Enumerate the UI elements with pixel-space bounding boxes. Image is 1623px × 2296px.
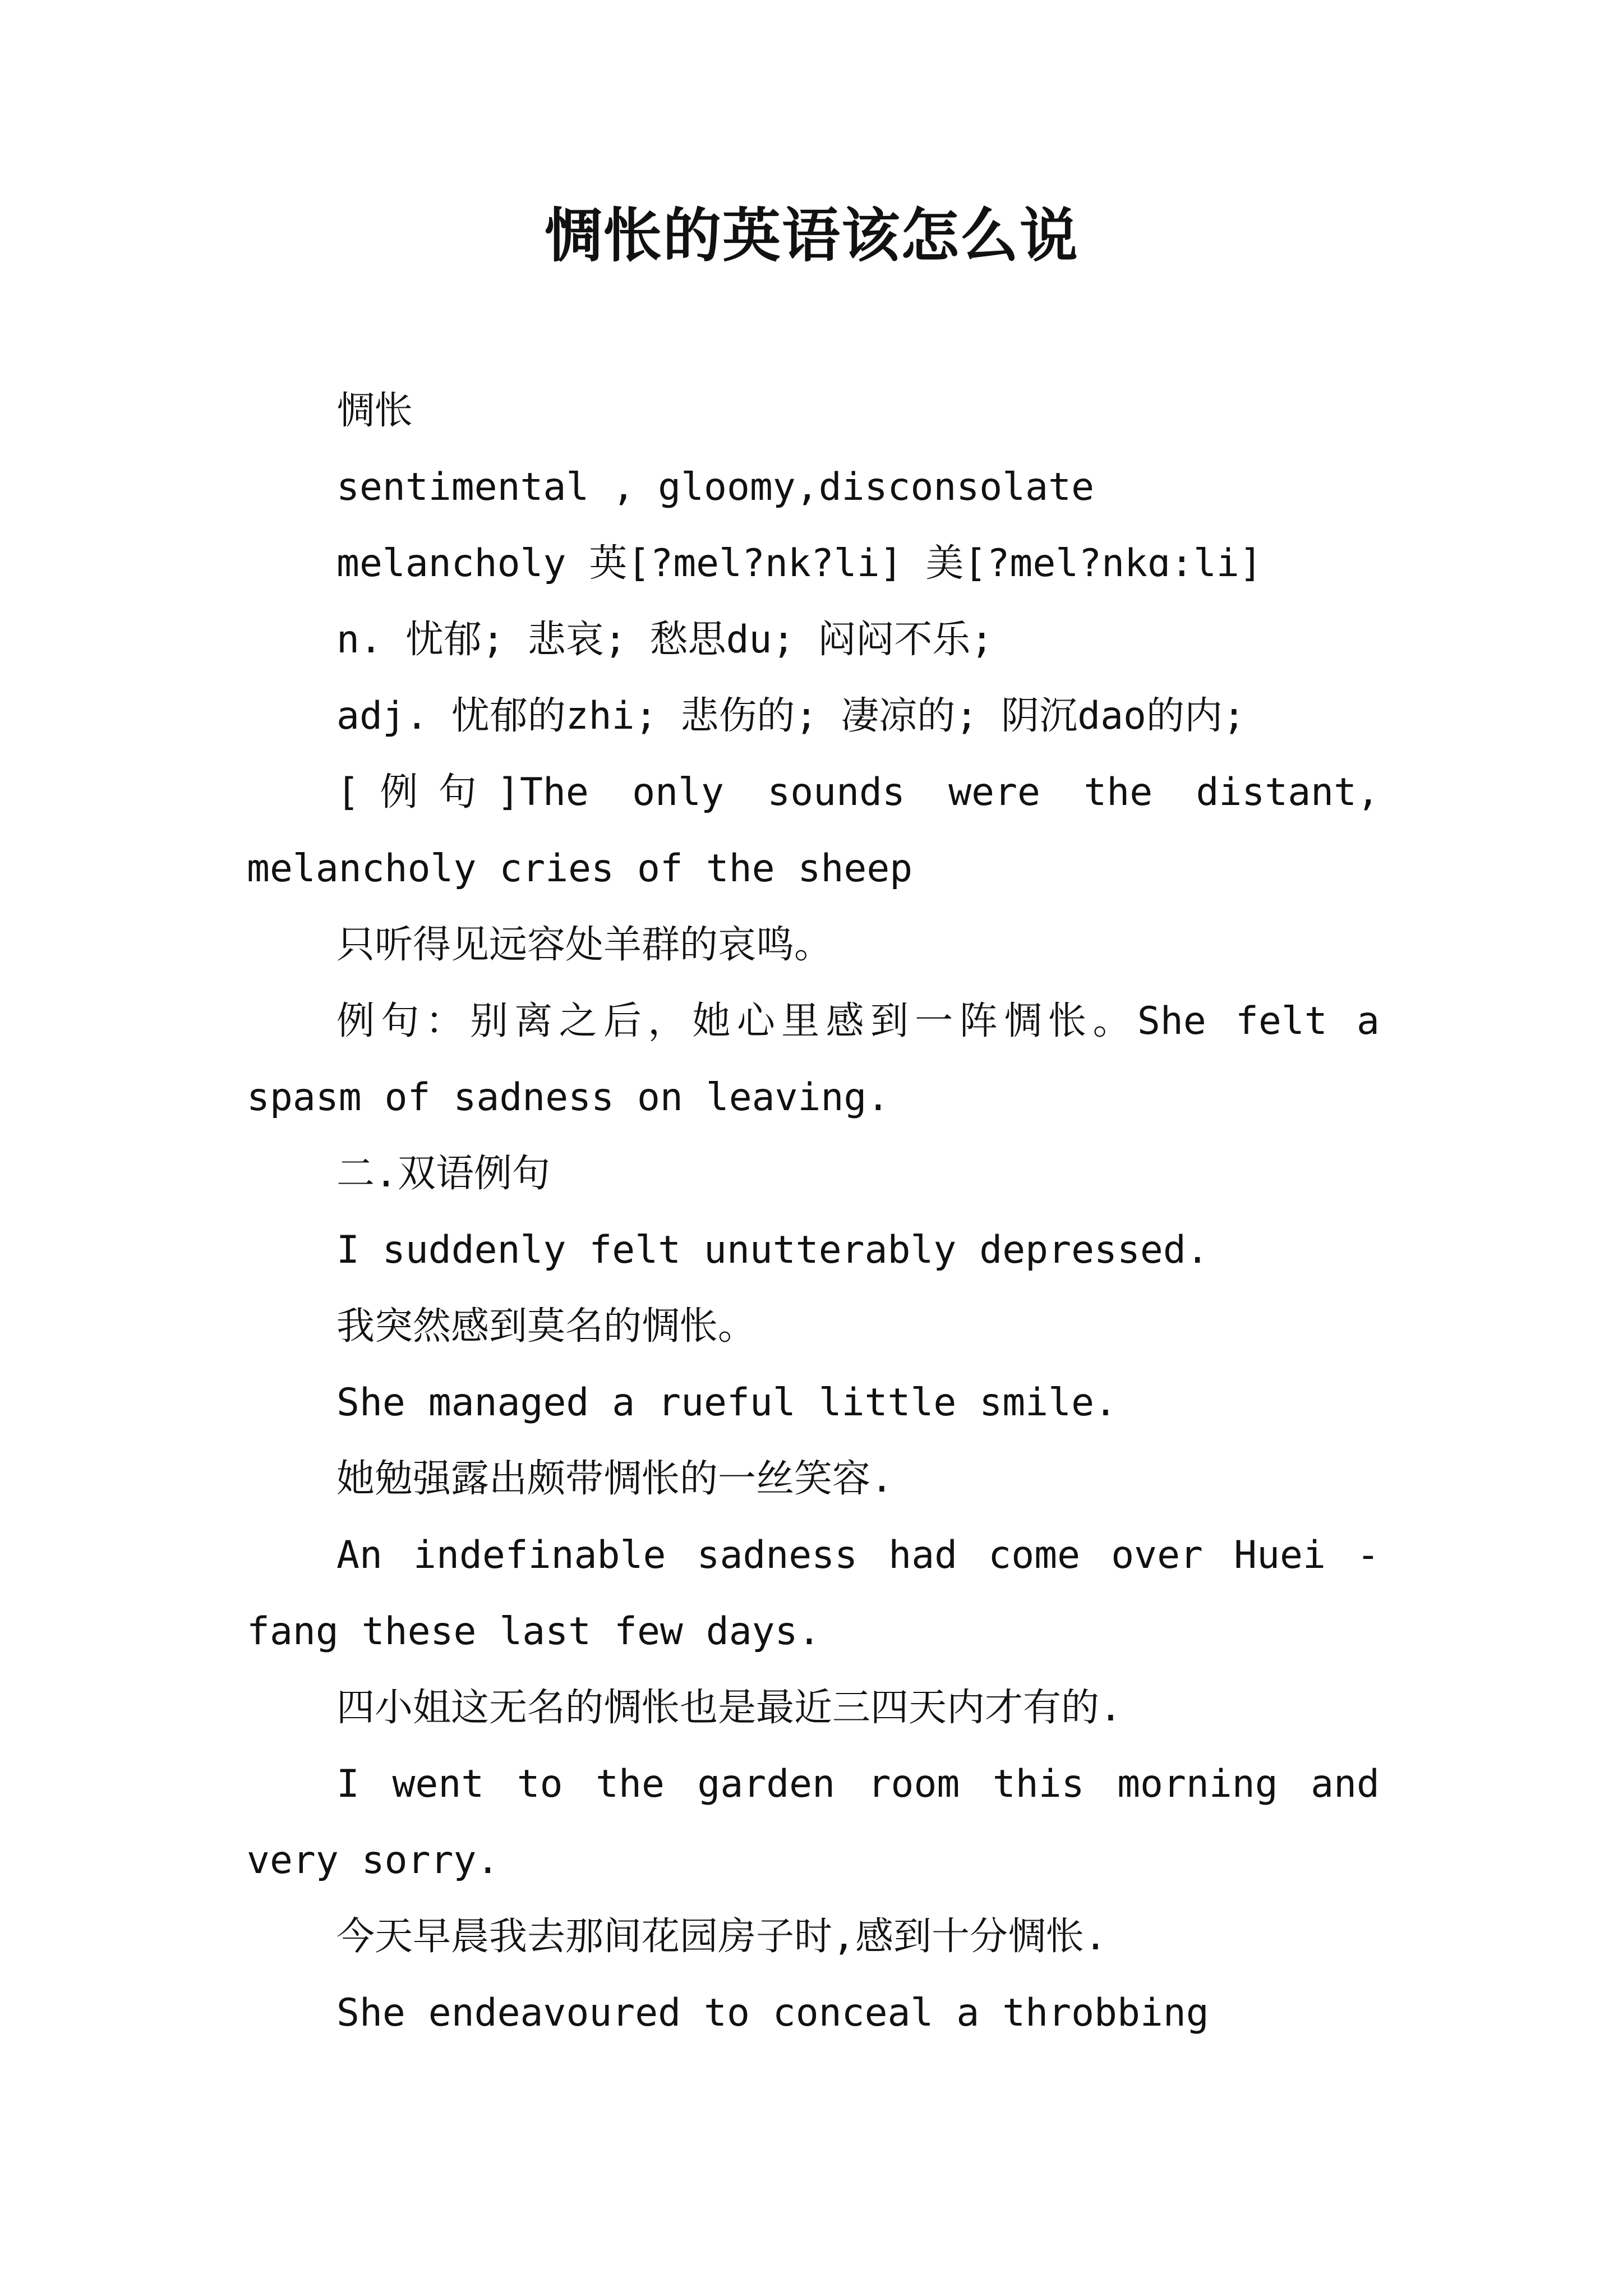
page-title: 惆怅的英语该怎么说: [543, 201, 1079, 270]
paragraph-example-2: 例句：别离之后，她心里感到一阵惆怅。She felt a spasm of sadness on leaving.: [247, 999, 1380, 1120]
paragraph-headword: 惆怅: [336, 389, 413, 433]
paragraph-pronunciation: melancholy 英[?mel?nk?li] 美[?mel?nkɑ:li]: [336, 541, 1262, 586]
paragraph-bilingual-1-en: I suddenly felt unutterably depressed.: [336, 1228, 1209, 1272]
paragraph-bilingual-2-en: She managed a rueful little smile.: [336, 1381, 1117, 1425]
paragraph-adj-definition: adj. 忧郁的zhi; 悲伤的; 凄凉的; 阴沉dao的内;: [336, 694, 1246, 738]
paragraph-example-en: [例句]The only sounds were the distant, melancholy cries of the sheep: [247, 770, 1380, 891]
paragraph-synonyms: sentimental , gloomy,disconsolate: [336, 465, 1095, 509]
paragraph-bilingual-2-zh: 她勉强露出颇带惆怅的一丝笑容.: [336, 1457, 893, 1501]
document-body: [247, 373, 1380, 2051]
paragraph-bilingual-4-zh: 今天早晨我去那间花园房子时,感到十分惆怅.: [336, 1915, 1107, 1959]
paragraph-bilingual-3-en: An indefinable sadness had come over Huei - fang these last few days.: [247, 1533, 1380, 1654]
paragraph-example-zh: 只听得见远容处羊群的哀鸣。: [336, 923, 833, 967]
paragraph-bilingual-4-en: I went to the garden room this morning and very sorry.: [247, 1762, 1380, 1883]
paragraph-bilingual-1-zh: 我突然感到莫名的惆怅。: [336, 1304, 757, 1349]
paragraph-bilingual-3-zh: 四小姐这无名的惆怅也是最近三四天内才有的.: [336, 1686, 1122, 1730]
paragraph-bilingual-5-en: She endeavoured to conceal a throbbing: [336, 1991, 1209, 2035]
paragraph-section-heading: 二.双语例句: [336, 1152, 550, 1196]
paragraph-noun-definition: n. 忧郁; 悲哀; 愁思du; 闷闷不乐;: [336, 618, 994, 662]
